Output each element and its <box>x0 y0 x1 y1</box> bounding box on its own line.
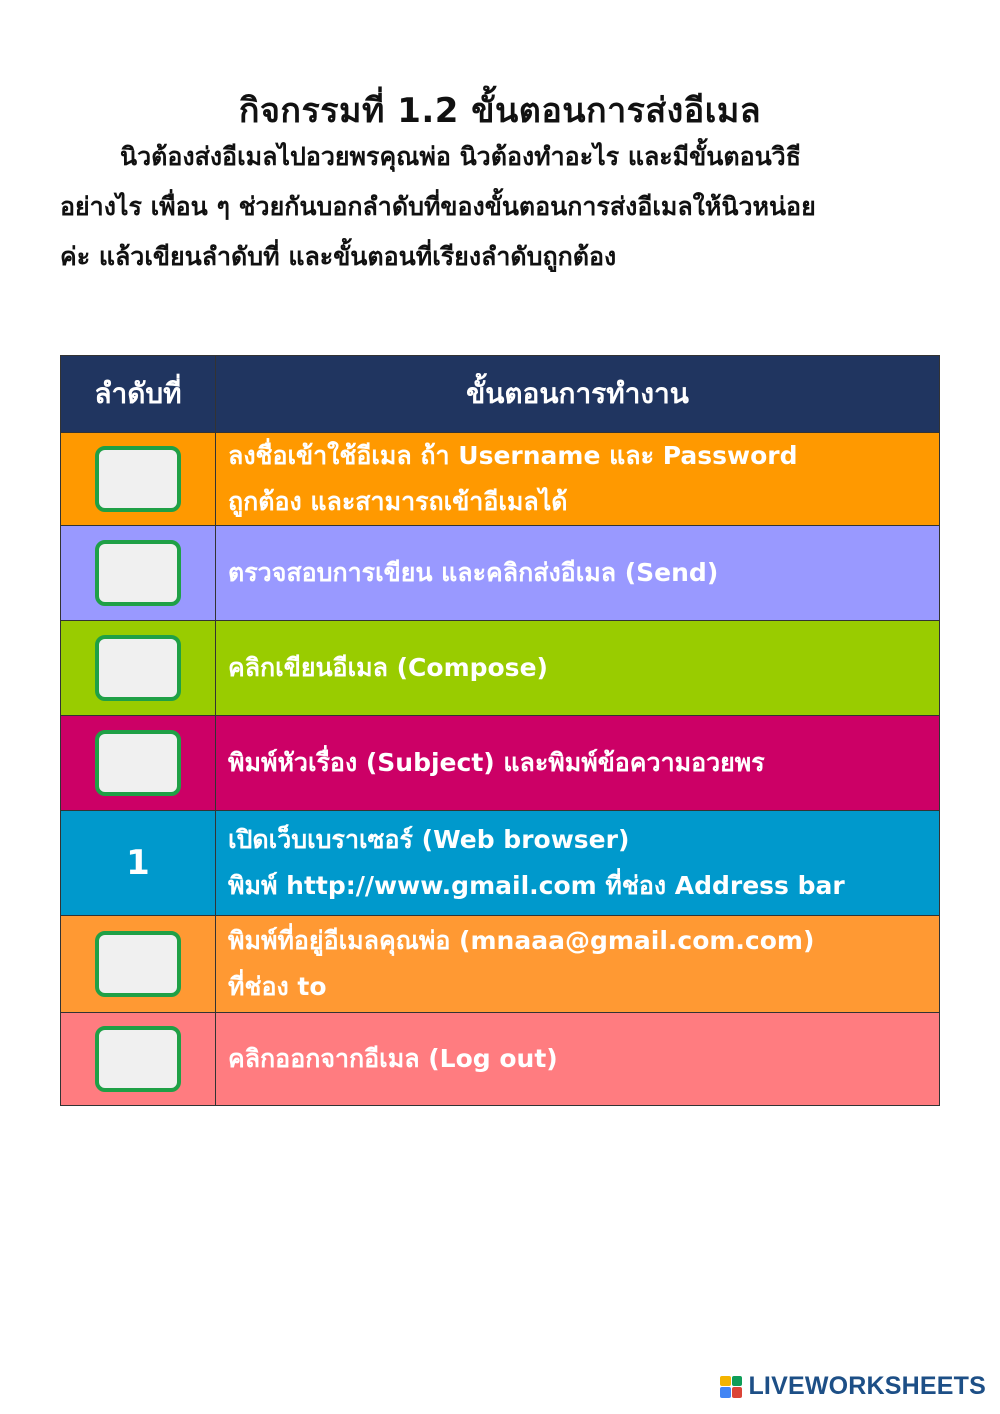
step-text-line-2: ถูกต้อง และสามารถเข้าอีเมลได้ <box>228 487 568 516</box>
table-row <box>61 621 940 716</box>
step-text-line-1: เปิดเว็บเบราเซอร์ (Web browser) <box>228 825 630 854</box>
worksheet-title: กิจกรรมที่ 1.2 ขั้นตอนการส่งอีเมล <box>238 90 762 131</box>
instructions-line-2: อย่างไร เพื่อน ๆ ช่วยกันบอกลำดับที่ของขั้นตอนการส่งอีเมลให้นิวหน่อย <box>60 192 816 221</box>
step-cell <box>216 621 940 716</box>
step-text-line-1: พิมพ์หัวเรื่อง (Subject) และพิมพ์ข้อความอวยพร <box>228 748 765 777</box>
liveworksheets-branding <box>720 1372 986 1401</box>
table-row <box>61 526 940 621</box>
instructions <box>60 132 940 282</box>
step-cell <box>216 716 940 811</box>
liveworksheets-logo-icon <box>720 1376 742 1398</box>
steps-table <box>60 355 940 1106</box>
order-cell <box>61 433 216 526</box>
order-cell <box>61 526 216 621</box>
table-row <box>61 433 940 526</box>
step-text-line-1: คลิกออกจากอีเมล (Log out) <box>228 1044 558 1073</box>
order-answer-box[interactable] <box>95 931 181 997</box>
table-row <box>61 1013 940 1106</box>
order-answer-box[interactable] <box>95 730 181 796</box>
order-answer-box[interactable] <box>95 1026 181 1092</box>
order-cell <box>61 621 216 716</box>
table-row <box>61 811 940 916</box>
step-text-line-2: ที่ช่อง to <box>228 972 327 1001</box>
step-cell <box>216 811 940 916</box>
table-row <box>61 716 940 811</box>
step-text-line-1: คลิกเขียนอีเมล (Compose) <box>228 653 548 682</box>
order-cell <box>61 811 216 916</box>
order-number-given: 1 <box>126 843 150 883</box>
order-cell <box>61 716 216 811</box>
step-text-line-1: ตรวจสอบการเขียน และคลิกส่งอีเมล (Send) <box>228 558 719 587</box>
order-answer-box[interactable] <box>95 635 181 701</box>
order-answer-box[interactable] <box>95 446 181 512</box>
step-cell <box>216 433 940 526</box>
instructions-line-1: นิวต้องส่งอีเมลไปอวยพรคุณพ่อ นิวต้องทำอะไร และมีขั้นตอนวิธี <box>120 142 801 171</box>
step-cell <box>216 916 940 1013</box>
order-cell <box>61 916 216 1013</box>
step-cell <box>216 1013 940 1106</box>
brand-name: LIVEWORKSHEETS <box>748 1372 986 1400</box>
step-text-line-2: พิมพ์ http://www.gmail.com ที่ช่อง Address bar <box>228 871 845 900</box>
table-header-row <box>61 356 940 433</box>
instructions-line-3: ค่ะ แล้วเขียนลำดับที่ และขั้นตอนที่เรียงลำดับถูกต้อง <box>60 242 617 271</box>
order-cell <box>61 1013 216 1106</box>
step-text-line-1: ลงชื่อเข้าใช้อีเมล ถ้า Username และ Password <box>228 441 798 470</box>
header-order: ลำดับที่ <box>61 356 216 433</box>
step-cell <box>216 526 940 621</box>
table-row <box>61 916 940 1013</box>
header-step: ขั้นตอนการทำงาน <box>216 356 940 433</box>
step-text-line-1: พิมพ์ที่อยู่อีเมลคุณพ่อ (mnaaa@gmail.com.com) <box>228 926 815 955</box>
order-answer-box[interactable] <box>95 540 181 606</box>
